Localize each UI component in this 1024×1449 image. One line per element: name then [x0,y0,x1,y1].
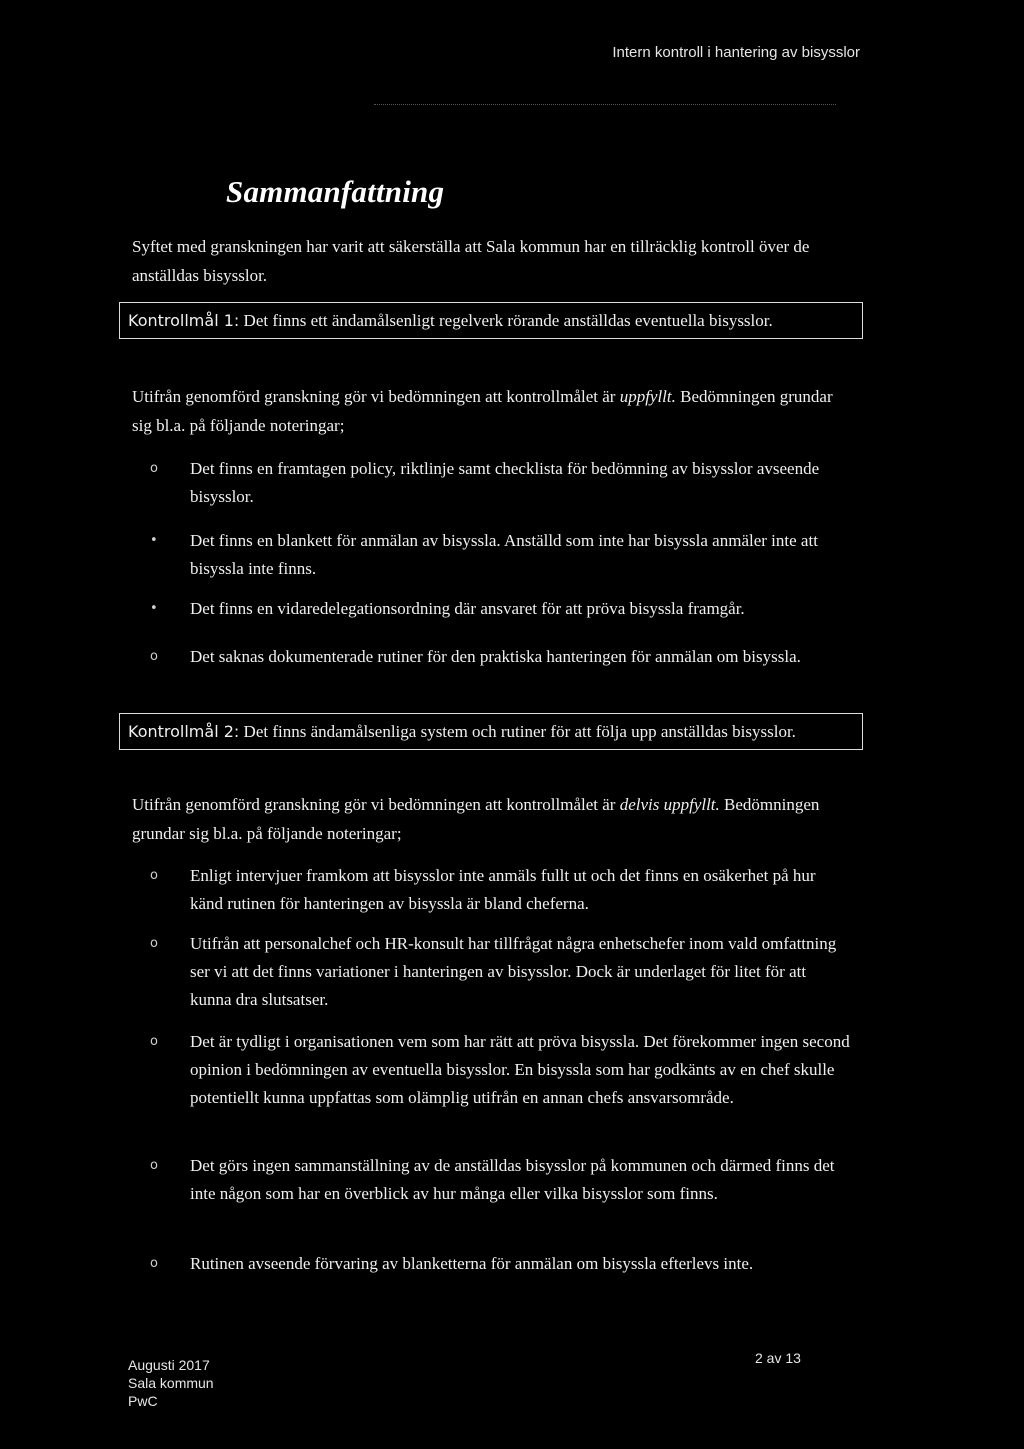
list-item-text: Enligt intervjuer framkom att bisysslor inte anmäls fullt ut och det finns en osäkerhet på hur känd rutinen för hanteringen av bisyssla är bland cheferna. [190,866,816,913]
list-marker: o [150,461,158,476]
assessment-prefix: Utifrån genomförd granskning gör vi bedömningen att kontrollmålet är [132,387,616,406]
list-item [150,643,850,671]
intro-paragraph: Syftet med granskningen har varit att säkerställa att Sala kommun har en tillräcklig kontroll över de anställdas bisysslor. [132,237,810,285]
list-item [150,930,850,1014]
list-item-text: Rutinen avseende förvaring av blanketterna för anmälan om bisyssla efterlevs inte. [190,1254,754,1273]
kontrollmal-1-box [119,302,863,339]
list-item-text: Det är tydligt i organisationen vem som har rätt att pröva bisyssla. Det förekommer ingen second opinion i bedömningen av eventuella bisysslor. En bisyssla som har godkänts av en chef skulle potentiellt kunna uppfattas som olämplig utifrån en annan chefs ansvarsområde. [190,1032,850,1107]
assessment-value: delvis uppfyllt. [619,795,720,814]
footer-org: Sala kommun [128,1375,214,1391]
kontrollmal-2-text: Det finns ändamålsenliga system och rutiner för att följa upp anställdas bisysslor. [243,722,796,741]
page-number: 2 av 13 [755,1350,801,1366]
list-item-text: Det görs ingen sammanställning av de anställdas bisysslor på kommunen och därmed finns det inte någon som har en överblick av hur många eller vilka bisysslor som finns. [190,1156,835,1203]
list-item [150,862,850,918]
list-item-text: Det finns en vidaredelegationsordning där ansvaret för att pröva bisyssla framgår. [190,599,745,618]
list-marker: o [150,1034,158,1049]
list-item [150,455,850,511]
kontrollmal-1-label: Kontrollmål 1: [128,311,240,330]
list-marker: o [150,936,158,951]
page-footer [128,1356,214,1410]
assessment-suffix: Bedömningen grundar sig bl.a. på följande noteringar; [132,387,833,435]
assessment-prefix: Utifrån genomförd granskning gör vi bedömningen att kontrollmålet är [132,795,616,814]
list-item [150,527,850,583]
list-marker: • [150,601,158,616]
list-marker: o [150,649,158,664]
list-item [150,1152,850,1208]
footer-firm: PwC [128,1393,158,1409]
list-marker: o [150,1256,158,1271]
kontrollmal-2-assessment [132,790,842,848]
assessment-value: uppfyllt. [619,387,676,406]
list-item [150,595,850,623]
assessment-suffix: Bedömningen grundar sig bl.a. på följande noteringar; [132,795,820,843]
kontrollmal-1-text: Det finns ett ändamålsenligt regelverk rörande anställdas eventuella bisysslor. [243,311,773,330]
list-item-text: Det finns en blankett för anmälan av bisyssla. Anställd som inte har bisyssla anmäler inte att bisyssla inte finns. [190,531,818,578]
list-marker: o [150,868,158,883]
list-item [150,1250,850,1278]
list-item-text: Det saknas dokumenterade rutiner för den praktiska hanteringen för anmälan om bisyssla. [190,647,801,666]
list-item-text: Utifrån att personalchef och HR-konsult har tillfrågat några enhetschefer inom vald omfattning ser vi att det finns variationer i hanteringen av bisysslor. Dock är underlaget för litet för att kunna dra slutsatser. [190,934,837,1009]
footer-date: Augusti 2017 [128,1357,210,1373]
list-marker: • [150,533,158,548]
kontrollmal-2-label: Kontrollmål 2: [128,722,240,741]
list-item-text: Det finns en framtagen policy, riktlinje samt checklista för bedömning av bisysslor avseende bisysslor. [190,459,820,506]
header-divider [374,104,836,105]
list-item [150,1028,850,1112]
section-title: Sammanfattning [226,174,445,209]
kontrollmal-2-box [119,713,863,750]
kontrollmal-1-assessment [132,382,842,440]
list-marker: o [150,1158,158,1173]
page-header: Intern kontroll i hantering av bisysslor [612,44,860,61]
